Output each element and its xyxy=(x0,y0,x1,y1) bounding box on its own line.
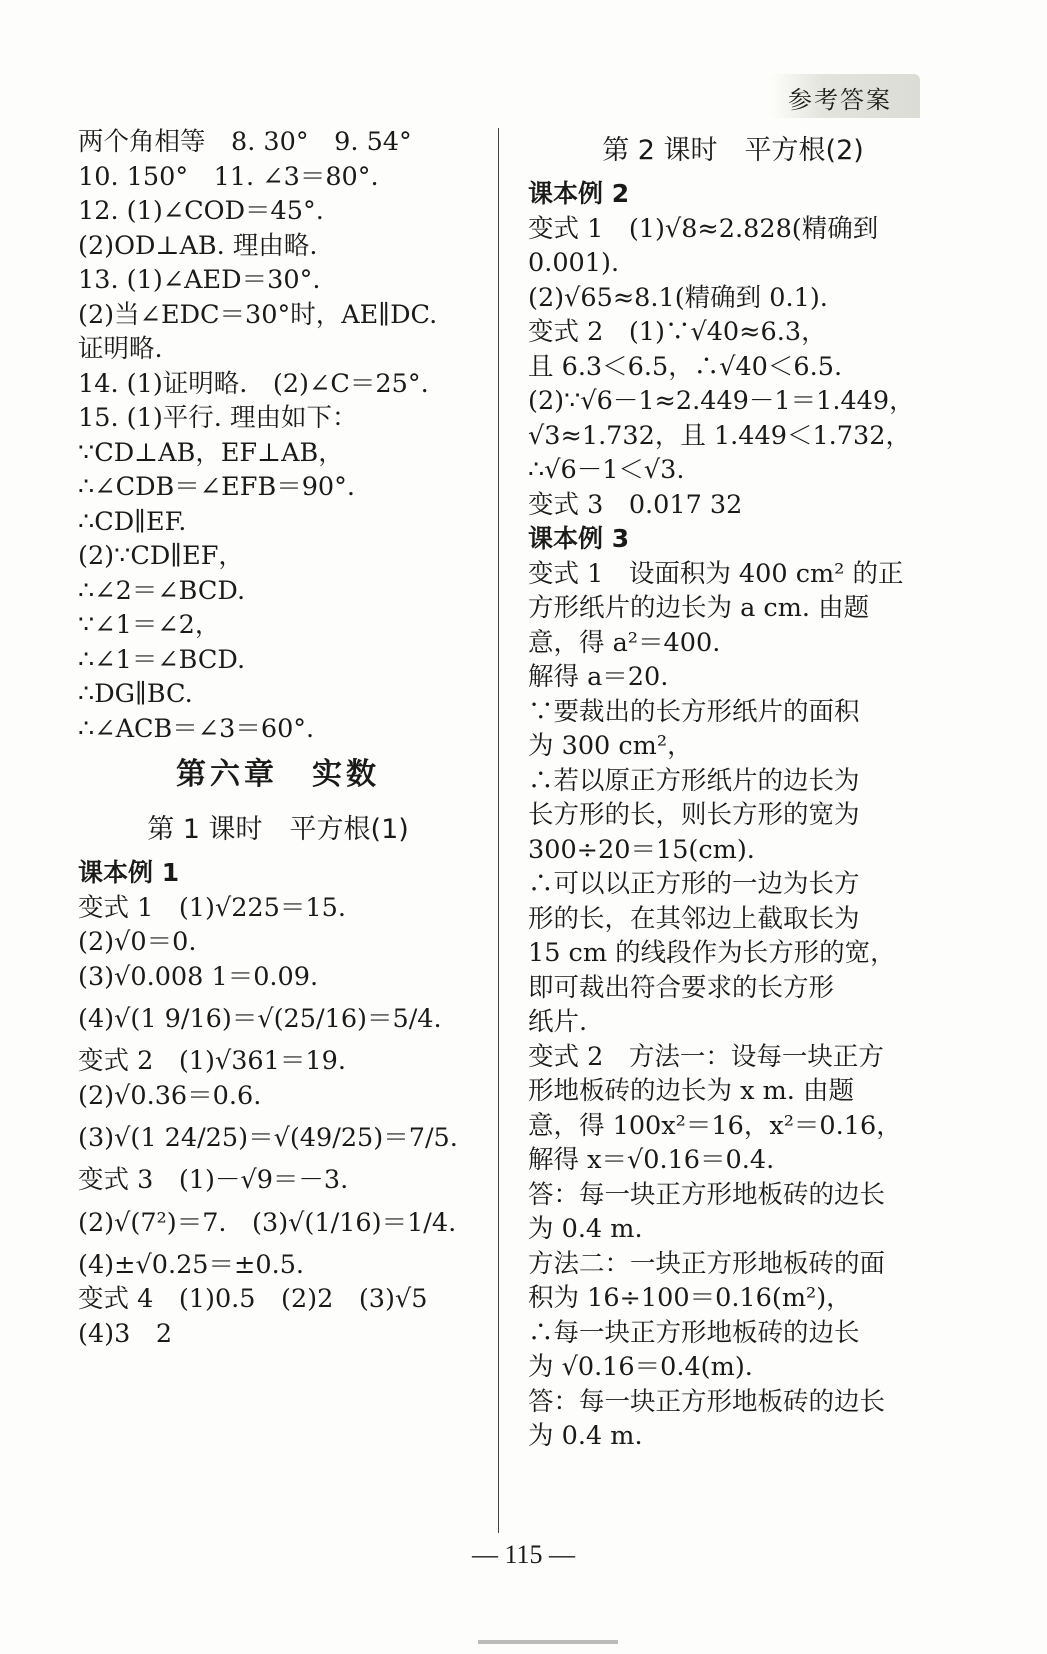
answer-line: ∴∠2＝∠BCD. xyxy=(78,575,246,606)
answer-line: (2)∵√6－1≈2.449－1＝1.449， xyxy=(528,386,915,416)
header-tag-text: 参考答案 xyxy=(788,86,892,114)
answer-line: ∴每一块正方形地板砖的边长 xyxy=(528,1317,860,1348)
answer-line: 方法二：一块正方形地板砖的面 xyxy=(528,1248,886,1279)
answer-line: 纸片. xyxy=(528,1007,588,1037)
answer-line: 13. (1)∠AED＝30°. xyxy=(78,265,321,295)
answer-line: 变式 2 方法一：设每一块正方 xyxy=(528,1041,884,1072)
answer-line: 答：每一块正方形地板砖的边长 xyxy=(528,1386,886,1417)
answer-line: ∵∠1＝∠2， xyxy=(78,610,221,640)
chapter-title: 第六章 实数 xyxy=(176,757,380,792)
answer-line: 即可裁出符合要求的长方形 xyxy=(528,972,835,1003)
answer-line: ∵CD⊥AB，EF⊥AB， xyxy=(78,437,344,468)
answer-line: 答：每一块正方形地板砖的边长 xyxy=(528,1179,886,1210)
answer-line: ∴√6－1＜√3. xyxy=(528,455,685,485)
answer-line: 变式 2 (1)∵√40≈6.3， xyxy=(528,317,827,347)
answer-line: 长方形的长，则长方形的宽为 xyxy=(528,800,860,830)
answer-line: (2)√(7²)＝7. (3)√(1/16)＝1/4. xyxy=(78,1207,457,1238)
answer-line: 10. 150° 11. ∠3＝80°. xyxy=(78,161,379,192)
answer-line: 为 √0.16＝0.4(m). xyxy=(528,1352,753,1382)
answer-line: (2)√0＝0. xyxy=(78,927,197,957)
answer-line: 变式 1 (1)√8≈2.828(精确到 xyxy=(528,213,879,244)
answer-line: 积为 16÷100＝0.16(m²)， xyxy=(528,1283,852,1313)
answer-line: 证明略. xyxy=(78,334,163,364)
answer-line: 300÷20＝15(cm). xyxy=(528,834,755,865)
answer-line: (2)OD⊥AB. 理由略. xyxy=(78,230,318,261)
column-divider xyxy=(498,128,499,1533)
answer-line: 12. (1)∠COD＝45°. xyxy=(78,196,324,226)
answer-line: 为 300 cm²， xyxy=(528,731,693,761)
answer-line: 意，得 a²＝400. xyxy=(528,627,721,658)
answer-line: (2)√65≈8.1(精确到 0.1). xyxy=(528,282,828,313)
left-column xyxy=(78,125,478,1351)
answer-line: 且 6.3＜6.5，∴√40＜6.5. xyxy=(528,351,843,382)
answer-line: ∴∠CDB＝∠EFB＝90°. xyxy=(78,472,356,502)
answer-line: 为 0.4 m. xyxy=(528,1214,643,1244)
answer-line: 解得 x＝√0.16＝0.4. xyxy=(528,1145,775,1175)
answer-line: 形的长，在其邻边上截取长为 xyxy=(528,903,860,934)
lesson-1-title: 第 1 课时 平方根(1) xyxy=(147,814,409,845)
textbook-example-2: 课本例 2 xyxy=(528,179,630,208)
textbook-example-3: 课本例 3 xyxy=(528,524,630,553)
answer-line: 两个角相等 8. 30° 9. 54° xyxy=(78,127,412,157)
answer-line: 15. (1)平行. 理由如下： xyxy=(78,403,358,433)
answer-line: (3)√0.008 1＝0.09. xyxy=(78,961,319,992)
answer-line: 变式 2 (1)√361＝19. xyxy=(78,1046,346,1076)
answer-line: (3)√(1 24/25)＝√(49/25)＝7/5. xyxy=(78,1123,458,1153)
answer-line: ∴CD∥EF. xyxy=(78,506,187,537)
right-column xyxy=(528,125,938,1454)
header-tag xyxy=(770,74,920,118)
textbook-example-1: 课本例 1 xyxy=(78,858,180,887)
answer-line: ∴∠1＝∠BCD. xyxy=(78,644,246,675)
answer-line: 变式 1 设面积为 400 cm² 的正 xyxy=(528,558,904,589)
answer-line: 变式 3 0.017 32 xyxy=(528,489,743,520)
answer-line: (4)±√0.25＝±0.5. xyxy=(78,1249,305,1280)
answer-line: 0.001). xyxy=(528,248,620,278)
lesson-2-title: 第 2 课时 平方根(2) xyxy=(602,135,864,166)
answer-line: (4)3 2 xyxy=(78,1318,173,1349)
answer-line: 15 cm 的线段作为长方形的宽， xyxy=(528,938,896,968)
answer-line: (2)√0.36＝0.6. xyxy=(78,1080,262,1111)
answer-line: 变式 4 (1)0.5 (2)2 (3)√5 xyxy=(78,1284,428,1314)
answer-line: 为 0.4 m. xyxy=(528,1421,643,1451)
answer-line: 解得 a＝20. xyxy=(528,662,669,692)
answer-line: ∴DG∥BC. xyxy=(78,679,193,709)
answer-line: (2)当∠EDC＝30°时，AE∥DC. xyxy=(78,299,438,330)
answer-line: 14. (1)证明略. (2)∠C＝25°. xyxy=(78,368,429,399)
answer-line: (2)∵CD∥EF， xyxy=(78,541,244,571)
answer-line: 变式 1 (1)√225＝15. xyxy=(78,892,346,923)
answer-line: ∴∠ACB＝∠3＝60°. xyxy=(78,713,315,744)
answer-line: 方形纸片的边长为 a cm. 由题 xyxy=(528,593,870,623)
answer-line: (4)√(1 9/16)＝√(25/16)＝5/4. xyxy=(78,1004,442,1034)
answer-line: ∴若以原正方形纸片的边长为 xyxy=(528,765,860,796)
answer-line: 意，得 100x²＝16，x²＝0.16， xyxy=(528,1110,902,1141)
answer-line: 变式 3 (1)－√9＝－3. xyxy=(78,1165,349,1195)
answer-line: 形地板砖的边长为 x m. 由题 xyxy=(528,1076,854,1106)
answer-line: ∴可以以正方形的一边为长方 xyxy=(528,869,860,899)
page-number: — 115 — xyxy=(471,1540,576,1569)
answer-line: √3≈1.732，且 1.449＜1.732， xyxy=(528,420,911,451)
answer-line: ∵要裁出的长方形纸片的面积 xyxy=(528,696,860,727)
bottom-decoration xyxy=(478,1640,618,1644)
